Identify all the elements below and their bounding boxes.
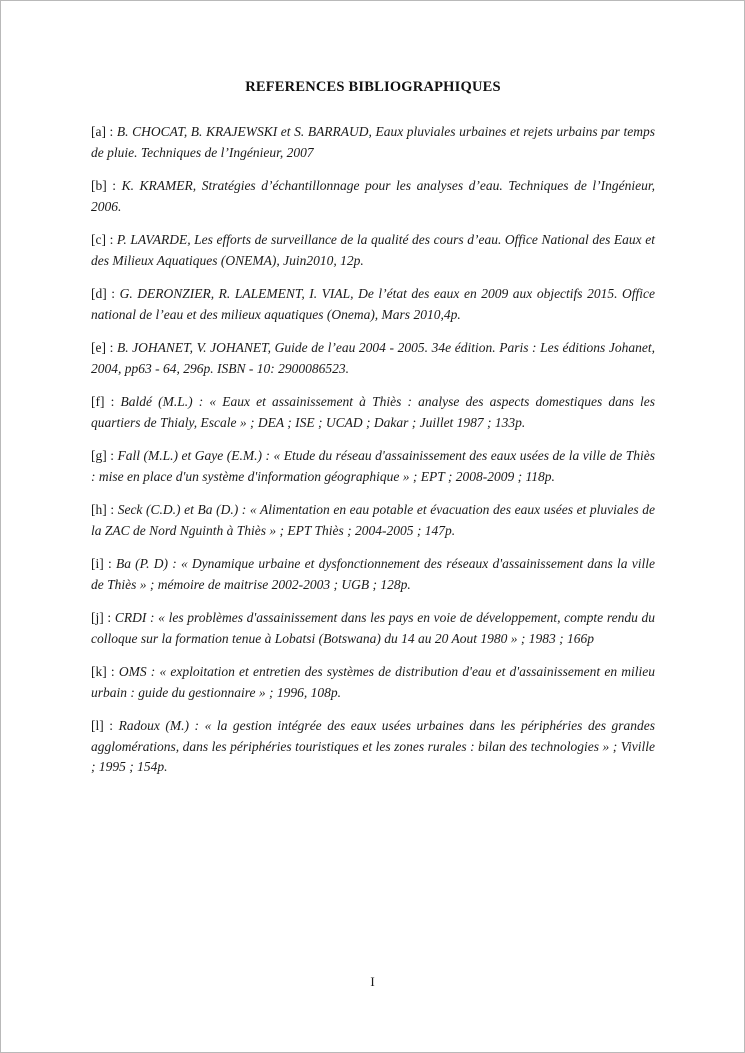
reference-label: [f] : bbox=[91, 394, 115, 409]
reference-label: [k] : bbox=[91, 664, 115, 679]
reference-label: [l] : bbox=[91, 718, 114, 733]
reference-text: Ba (P. D) : « Dynamique urbaine et dysfonctionnement des réseaux d'assainissement dans la ville de Thiès » ; mémoire de maitrise 2002-2003 ; UGB ; 128p. bbox=[91, 556, 655, 592]
reference-label: [e] : bbox=[91, 340, 114, 355]
reference-entry-l bbox=[91, 716, 655, 778]
reference-entry-g bbox=[91, 446, 655, 487]
reference-text: Fall (M.L.) et Gaye (E.M.) : « Etude du réseau d'assainissement des eaux usées de la ville de Thiès : mise en place d'un système d'information géographique » ; EPT ; 2008-2009 ; 118p. bbox=[91, 448, 655, 484]
page-number: I bbox=[370, 974, 375, 989]
reference-text: B. CHOCAT, B. KRAJEWSKI et S. BARRAUD, Eaux pluviales urbaines et rejets urbains par temps de pluie. Techniques de l’Ingénieur, 2007 bbox=[91, 124, 655, 160]
reference-text: Radoux (M.) : « la gestion intégrée des eaux usées urbaines dans les périphéries des grandes agglomérations, dans les périphéries touristiques et les zones rurales : bilan des technologies » ; Viville ; 1995 ; 154p. bbox=[91, 718, 656, 774]
reference-text: Seck (C.D.) et Ba (D.) : « Alimentation en eau potable et évacuation des eaux usées et pluviales de la ZAC de Nord Nguinth à Thiès » ; EPT Thiès ; 2004-2005 ; 147p. bbox=[91, 502, 655, 538]
reference-entry-k bbox=[91, 662, 655, 703]
reference-entry-c bbox=[91, 230, 655, 271]
reference-entry-i bbox=[91, 554, 655, 595]
reference-entry-j bbox=[91, 608, 655, 649]
reference-text: OMS : « exploitation et entretien des systèmes de distribution d'eau et d'assainissement en milieu urbain : guide du gestionnaire » ; 1996, 108p. bbox=[91, 664, 656, 700]
reference-label: [j] : bbox=[91, 610, 112, 625]
reference-text: CRDI : « les problèmes d'assainissement dans les pays en voie de développement, compte rendu du colloque sur la formation tenue à Lobatsi (Botswana) du 14 au 20 Aout 1980 » ; 1983 ; 166p bbox=[91, 610, 655, 646]
reference-label: [a] : bbox=[91, 124, 114, 139]
reference-entry-f bbox=[91, 392, 655, 433]
reference-label: [i] : bbox=[91, 556, 112, 571]
reference-text: K. KRAMER, Stratégies d’échantillonnage pour les analyses d’eau. Techniques de l’Ingénieur, 2006. bbox=[91, 178, 656, 214]
reference-label: [c] : bbox=[91, 232, 114, 247]
reference-label: [g] : bbox=[91, 448, 114, 463]
reference-text: P. LAVARDE, Les efforts de surveillance de la qualité des cours d’eau. Office National des Eaux et des Milieux Aquatiques (ONEMA), Juin2010, 12p. bbox=[91, 232, 656, 268]
reference-entry-a bbox=[91, 122, 655, 163]
reference-entry-h bbox=[91, 500, 655, 541]
reference-entry-d bbox=[91, 284, 655, 325]
reference-text: G. DERONZIER, R. LALEMENT, I. VIAL, De l’état des eaux en 2009 aux objectifs 2015. Office national de l’eau et des milieux aquatiques (Onema), Mars 2010,4p. bbox=[91, 286, 656, 322]
reference-entry-b bbox=[91, 176, 655, 217]
reference-label: [b] : bbox=[91, 178, 117, 193]
reference-text: Baldé (M.L.) : « Eaux et assainissement à Thiès : analyse des aspects domestiques dans les quartiers de Thialy, Escale » ; DEA ; ISE ; UCAD ; Dakar ; Juillet 1987 ; 133p. bbox=[91, 394, 655, 430]
reference-text: B. JOHANET, V. JOHANET, Guide de l’eau 2004 - 2005. 34e édition. Paris : Les éditions Johanet, 2004, pp63 - 64, 296p. ISBN - 10: 2900086523. bbox=[91, 340, 655, 376]
page-title: REFERENCES BIBLIOGRAPHIQUES bbox=[245, 79, 501, 95]
reference-entry-e bbox=[91, 338, 655, 379]
reference-label: [h] : bbox=[91, 502, 115, 517]
reference-label: [d] : bbox=[91, 286, 116, 301]
